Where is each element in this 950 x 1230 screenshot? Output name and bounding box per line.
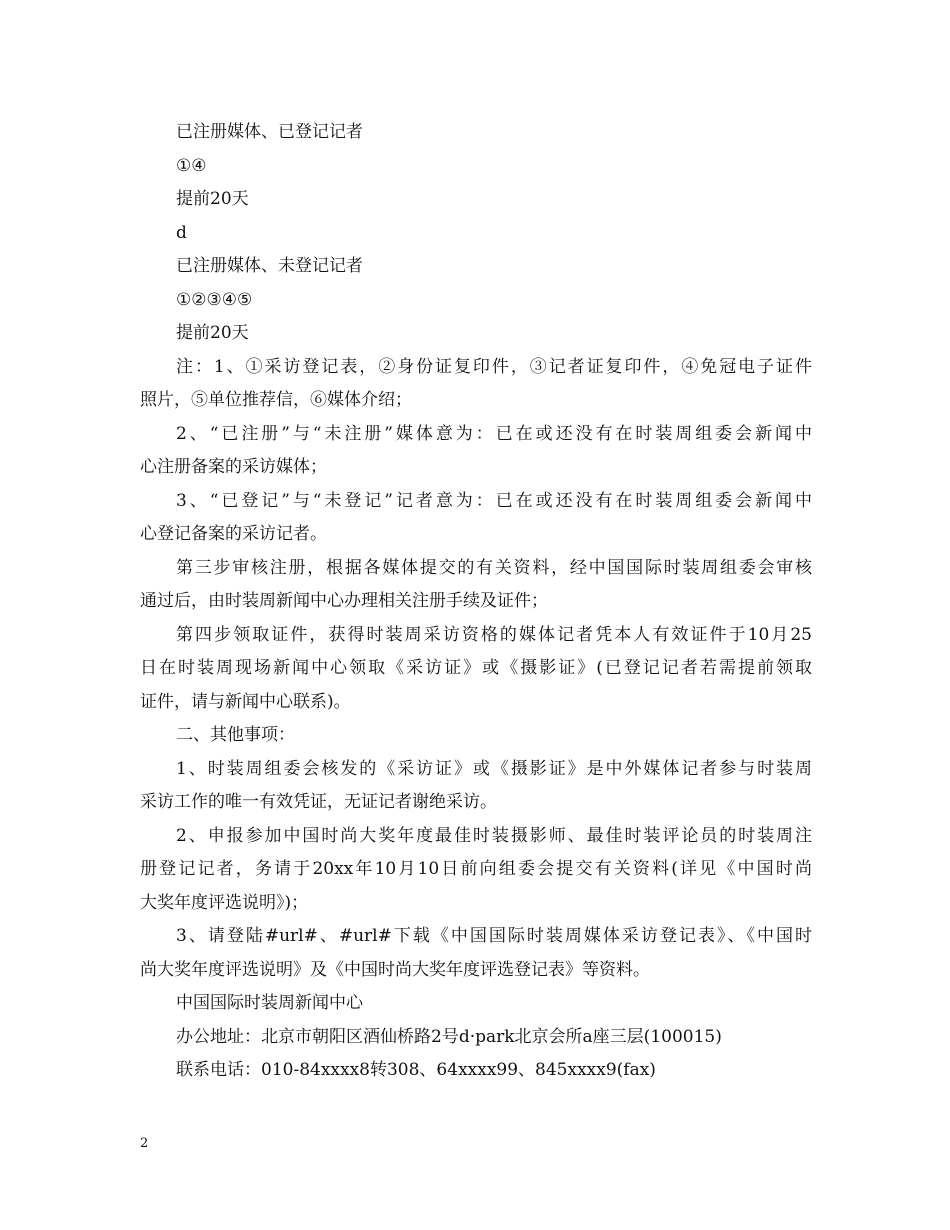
text-line: 照片，⑤单位推荐信，⑥媒体介绍；: [140, 390, 412, 410]
text-line: 2、申报参加中国时尚大奖年度最佳时装摄影师、最佳时装评论员的时装周注: [176, 825, 812, 846]
text-line: 册登记记者，务请于20xx年10月10日前向组委会提交有关资料(详见《中国时尚: [140, 859, 812, 879]
text-line: 第四步领取证件，获得时装周采访资格的媒体记者凭本人有效证件于10月25: [176, 624, 812, 645]
text-line: 1、时装周组委会核发的《采访证》或《摄影证》是中外媒体记者参与时装周: [176, 758, 812, 779]
text-line: 3、请登陆#url#、#url#下载《中国国际时装周媒体采访登记表》、《中国时: [176, 926, 812, 946]
text-line: 2、“已注册”与“未注册”媒体意为：已在或还没有在时装周组委会新闻中: [176, 423, 812, 444]
text-line: 注：1、①采访登记表，②身份证复印件，③记者证复印件，④免冠电子证件: [176, 356, 812, 377]
text-line: 二、其他事项：: [176, 725, 295, 745]
text-line: 大奖年度评选说明》)；: [140, 892, 309, 913]
text-line: 日在时装周现场新闻中心领取《采访证》或《摄影证》(已登记记者若需提前领取: [140, 658, 812, 678]
text-line: ①④: [176, 155, 207, 176]
text-line: d: [176, 222, 187, 243]
text-line: 证件，请与新闻中心联系)。: [140, 691, 351, 712]
document-body: [140, 116, 812, 1088]
text-line: 尚大奖年度评选说明》及《中国时尚大奖年度评选登记表》等资料。: [140, 959, 650, 980]
text-line: 中国国际时装周新闻中心: [176, 993, 363, 1013]
text-line: 通过后，由时装周新闻中心办理相关注册手续及证件；: [140, 591, 548, 611]
page-number: 2: [140, 1136, 149, 1151]
text-line: 已注册媒体、未登记记者: [176, 256, 363, 276]
text-line: 办公地址：北京市朝阳区酒仙桥路2号d·park北京会所a座三层(100015): [176, 1026, 722, 1047]
text-line: 联系电话：010-84xxxx8转308、64xxxx99、845xxxx9(fax): [176, 1060, 656, 1080]
text-line: 提前20天: [176, 189, 249, 209]
text-line: 3、“已登记”与“未登记”记者意为：已在或还没有在时装周组委会新闻中: [176, 490, 812, 511]
text-line: ①②③④⑤: [176, 289, 253, 310]
text-line: 心登记备案的采访记者。: [140, 524, 327, 544]
text-line: 第三步审核注册，根据各媒体提交的有关资料，经中国国际时装周组委会审核: [176, 557, 812, 578]
text-line: 采访工作的唯一有效凭证，无证记者谢绝采访。: [140, 792, 497, 812]
text-line: 已注册媒体、已登记记者: [176, 122, 363, 142]
text-line: 提前20天: [176, 323, 249, 343]
text-line: 心注册备案的采访媒体；: [140, 457, 327, 477]
